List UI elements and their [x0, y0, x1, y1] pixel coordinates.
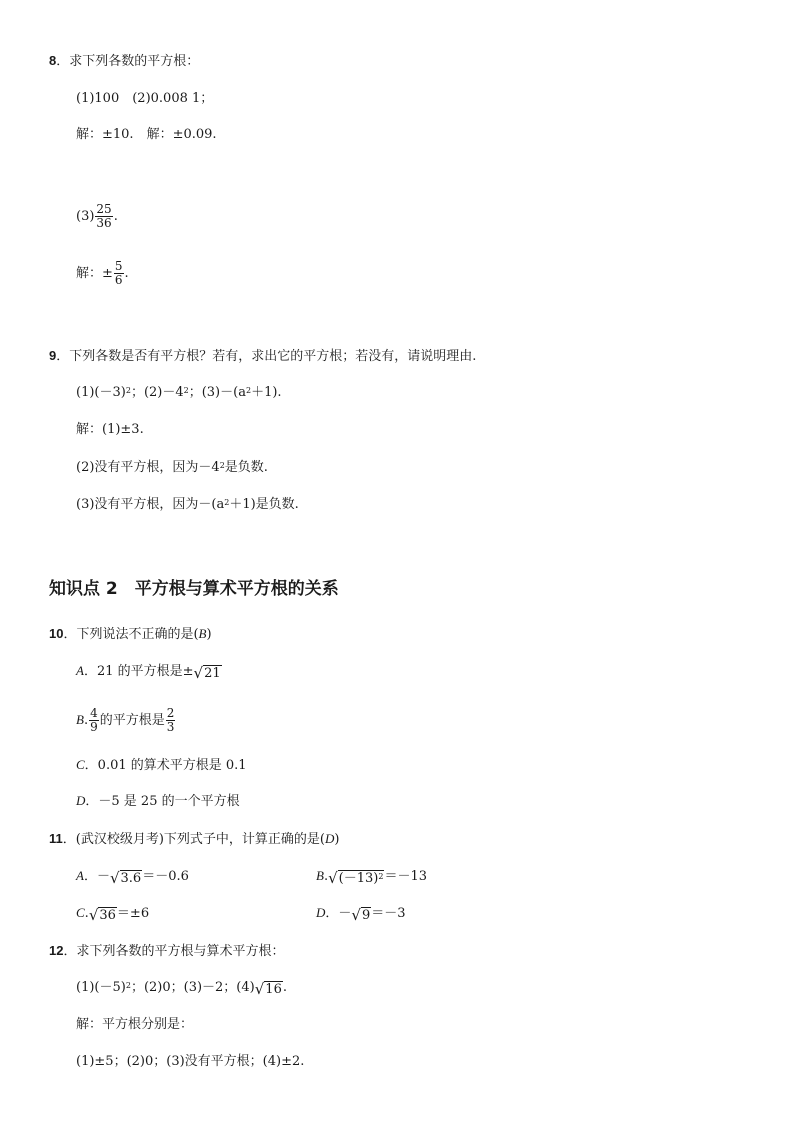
fraction: $\frac{4}{9}$ — [90, 706, 98, 734]
answer-letter: B — [198, 626, 207, 641]
question-9-answer-1: 解：(1)±3. — [76, 422, 144, 437]
square-root: √ 3.6 — [109, 869, 142, 887]
question-11-option-d: D．－ √ 9 ＝－3 — [316, 905, 406, 924]
question-8-items: (1)100 (2)0.008 1； — [76, 91, 214, 106]
question-9-answer-2: (2)没有平方根，因为$-4^2$是负数. — [76, 460, 268, 475]
square-root: √ 21 — [193, 664, 221, 682]
question-text: ．求下列各数的平方根： — [56, 54, 200, 69]
section-heading: 知识点 2 平方根与算术平方根的关系 — [49, 579, 339, 599]
question-12-answer: (1)±5；(2)0；(3)没有平方根；(4)±2. — [76, 1054, 305, 1069]
square-root: √ 36 — [88, 906, 116, 924]
question-number: 11 — [49, 831, 63, 846]
question-12-answer-intro: 解：平方根分别是： — [76, 1017, 194, 1032]
question-number: 8 — [49, 53, 57, 68]
question-number: 10 — [49, 626, 64, 641]
question-11-option-b: B. √ $(-13)^2$ ＝－13 — [316, 868, 427, 887]
question-12-stem: 12．求下列各数的平方根与算术平方根： — [49, 943, 285, 959]
question-text: ．下列各数是否有平方根？若有，求出它的平方根；若没有，请说明理由. — [56, 349, 477, 364]
question-number: 9 — [49, 348, 57, 363]
question-number: 12 — [49, 943, 64, 958]
square-root: √ 9 — [351, 906, 371, 924]
question-10-option-b: B. $\frac{4}{9}$ 的平方根是 $\frac{2}{3}$ — [76, 706, 175, 734]
question-10-option-d: D．－5 是 25 的一个平方根 — [76, 793, 240, 809]
question-10-option-c: C．0.01 的算术平方根是 0.1 — [76, 757, 247, 773]
fraction: $\frac{2}{3}$ — [166, 706, 175, 734]
question-8-item-3: (3) $\frac{25}{36}$ . — [76, 202, 118, 230]
square-root: √ $(-13)^2$ — [328, 869, 384, 887]
question-8-answer-1-2: 解：±10. 解：±0.09. — [76, 127, 217, 142]
fraction: $\frac{5}{6}$ — [114, 259, 123, 287]
question-9-answer-3: (3)没有平方根，因为$-(a^2+1)$是负数. — [76, 497, 299, 512]
question-10-option-a: A．21 的平方根是± √ 21 — [76, 663, 221, 682]
question-11-option-a: A．－ √ 3.6 ＝－0.6 — [76, 868, 189, 887]
question-9-items: $(1)(-3)^2$；$(2)-4^2$；$(3)-(a^2+1)$. — [76, 385, 282, 400]
question-11-option-c: C. √ 36 ＝±6 — [76, 905, 150, 924]
question-9-stem — [49, 347, 476, 366]
square-root: √ 16 — [254, 980, 282, 998]
question-12-items: $(1)(-5)^2$；(2)0；(3)－2；(4) √ 16 . — [76, 980, 287, 998]
fraction: $\frac{25}{36}$ — [96, 202, 112, 230]
question-8-stem — [49, 52, 199, 71]
answer-letter: D — [324, 831, 335, 846]
question-8-answer-3: 解：± $\frac{5}{6}$ . — [76, 259, 129, 287]
question-10-stem: 10．下列说法不正确的是(B) — [49, 626, 212, 642]
question-11-stem: 11．(武汉校级月考)下列式子中，计算正确的是(D) — [49, 831, 340, 847]
